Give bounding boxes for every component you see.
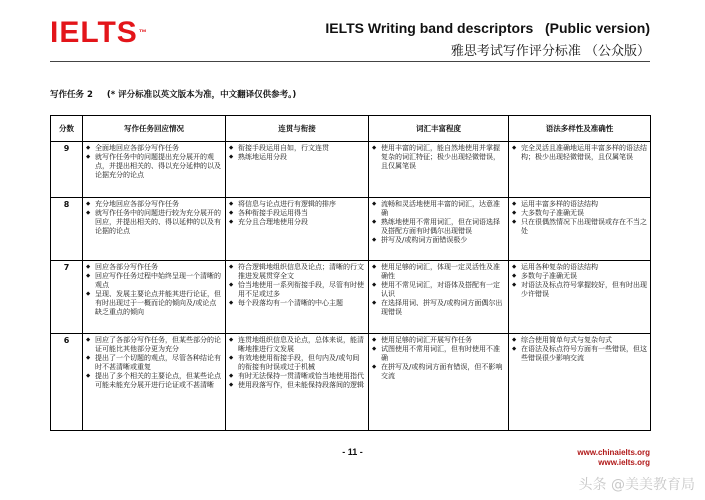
descriptor-item: ◆ 使用足够的词汇开展写作任务 <box>372 336 505 345</box>
grammar-cell <box>509 198 651 261</box>
descriptor-item: ◆ 就写作任务中的问题进行较为充分展开的回应，并提出相关的、得以延伸的以及有论据的论点 <box>86 209 222 236</box>
descriptor-item: ◆ 流畅和灵活地使用丰富的词汇，达意准确 <box>372 200 505 218</box>
descriptor-item: ◆ 全面地回应各部分写作任务 <box>86 144 222 153</box>
descriptor-list <box>512 144 647 162</box>
descriptor-list <box>372 144 505 171</box>
descriptor-list <box>229 144 365 162</box>
descriptor-list <box>86 144 222 180</box>
grammar-cell <box>509 142 651 198</box>
descriptor-item: ◆ 使用不常见词汇，对语体及搭配有一定认识 <box>372 281 505 299</box>
descriptor-item: ◆ 多数句子准确无误 <box>512 272 647 281</box>
descriptor-list <box>229 263 365 308</box>
trademark-symbol: ™ <box>138 28 147 37</box>
site-ielts: www.ielts.org <box>598 458 650 468</box>
footer-websites <box>577 448 650 469</box>
descriptor-item: ◆ 使用丰富的词汇，能自然地使用并掌握复杂的词汇特征；极少出现轻微错误，且仅属笔误 <box>372 144 505 171</box>
grammar-cell <box>509 334 651 431</box>
descriptor-item: ◆ 试图使用不常用词汇，但有时使用不准确 <box>372 345 505 363</box>
translation-note: (* 评分标准以英文版本为准，中文翻译仅供参考。) <box>106 90 297 100</box>
descriptor-item: ◆ 衔接手段运用自如，行文连贯 <box>229 144 365 153</box>
band-descriptors-table <box>50 115 651 431</box>
logo-text: IELTS <box>50 16 138 49</box>
document-title-en: IELTS Writing band descriptors (Public version) <box>325 20 650 36</box>
descriptor-list <box>86 263 222 318</box>
coherence-cell <box>226 142 369 198</box>
task-response-cell <box>83 142 226 198</box>
table-row <box>51 261 651 334</box>
coherence-cell <box>226 261 369 334</box>
band-score: 7 <box>51 261 83 334</box>
descriptor-list <box>86 336 222 391</box>
descriptor-item: ◆ 将信息与论点进行有逻辑的排序 <box>229 200 365 209</box>
descriptor-item: ◆ 熟练地运用分段 <box>229 153 365 162</box>
descriptor-list <box>86 200 222 236</box>
descriptor-list <box>372 263 505 318</box>
descriptor-item: ◆ 恰当地使用一系列衔接手段，尽管有时使用不足或过多 <box>229 281 365 299</box>
descriptor-item: ◆ 在拼写及/或构词方面有错误，但不影响交流 <box>372 363 505 381</box>
table-row <box>51 198 651 261</box>
grammar-cell <box>509 261 651 334</box>
descriptor-item: ◆ 充分且合理地使用分段 <box>229 218 365 227</box>
table-row <box>51 142 651 198</box>
descriptor-item: ◆ 完全灵活且准确地运用丰富多样的语法结构；极少出现轻微错误，且仅属笔误 <box>512 144 647 162</box>
descriptor-list <box>229 200 365 227</box>
descriptor-item: ◆ 有效地使用衔接手段，但句内及/或句间的衔接有时误或过于机械 <box>229 354 365 372</box>
descriptor-item: ◆ 呈现、发展主要论点并能其进行论证，但有时出现过于一概而论的倾向及/或论点缺乏重点的倾向 <box>86 290 222 317</box>
descriptor-list <box>512 263 647 299</box>
header-coherence: 连贯与衔接 <box>226 116 369 142</box>
task-response-cell <box>83 198 226 261</box>
descriptor-item: ◆ 大多数句子准确无误 <box>512 209 647 218</box>
task-response-cell <box>83 261 226 334</box>
band-score: 6 <box>51 334 83 431</box>
descriptor-item: ◆ 回应了各部分写作任务，但某些部分的论证可能比其他部分更为充分 <box>86 336 222 354</box>
lexical-cell <box>369 198 509 261</box>
descriptor-item: ◆ 只在很偶然情况下出现错误或存在不当之处 <box>512 218 647 236</box>
descriptor-item: ◆ 连贯地组织信息及论点，总体来说，能清晰地推进行文发展 <box>229 336 365 354</box>
descriptor-item: ◆ 各种衔接手段运用得当 <box>229 209 365 218</box>
band-score: 9 <box>51 142 83 198</box>
task-response-cell <box>83 334 226 431</box>
page-number: - 11 - <box>342 447 363 457</box>
descriptor-item: ◆ 综合使用简单句式与复杂句式 <box>512 336 647 345</box>
site-chinaielts: www.chinaielts.org <box>577 448 650 457</box>
band-score: 8 <box>51 198 83 261</box>
lexical-cell <box>369 142 509 198</box>
descriptor-item: ◆ 符合逻辑地组织信息及论点；清晰的行文推进发展贯穿全文 <box>229 263 365 281</box>
coherence-cell <box>226 334 369 431</box>
table-header-row <box>51 116 651 142</box>
descriptor-item: ◆ 每个段落均有一个清晰的中心主题 <box>229 299 365 308</box>
descriptor-list <box>512 200 647 236</box>
descriptor-item: ◆ 在语法及标点符号方面有一些错误，但这些错误很少影响交流 <box>512 345 647 363</box>
header-band: 分数 <box>51 116 83 142</box>
task-label: 写作任务 2 <box>50 90 93 100</box>
descriptor-item: ◆ 回应写作任务过程中始终呈现一个清晰的观点 <box>86 272 222 290</box>
descriptor-item: ◆ 对语法及标点符号掌握较好，但有时出现少许错误 <box>512 281 647 299</box>
descriptor-item: ◆ 充分地回应各部分写作任务 <box>86 200 222 209</box>
descriptor-item: ◆ 熟练地使用不常用词汇，但在词语选择及搭配方面有时偶尔出现错误 <box>372 218 505 236</box>
lexical-cell <box>369 334 509 431</box>
descriptor-item: ◆ 在选择用词、拼写及/或构词方面偶尔出现错误 <box>372 299 505 317</box>
descriptor-list <box>512 336 647 363</box>
watermark: 头条 @美美教育局 <box>578 477 695 493</box>
descriptor-item: ◆ 运用各种复杂的语法结构 <box>512 263 647 272</box>
descriptor-item: ◆ 提出了一个切题的观点，尽管各种结论有时不甚清晰或重复 <box>86 354 222 372</box>
descriptor-item: ◆ 使用足够的词汇，体现一定灵活性及准确性 <box>372 263 505 281</box>
descriptor-item: ◆ 运用丰富多样的语法结构 <box>512 200 647 209</box>
descriptor-item: ◆ 提出了多个相关的主要论点，但某些论点可能未能充分展开进行论证或不甚清晰 <box>86 372 222 390</box>
descriptor-item: ◆ 拼写及/或构词方面错误极少 <box>372 236 505 245</box>
coherence-cell <box>226 198 369 261</box>
descriptor-list <box>229 336 365 391</box>
descriptor-item: ◆ 使用段落写作，但未能保持段落间的逻辑 <box>229 381 365 390</box>
descriptor-item: ◆ 有时无法保持一贯清晰或恰当地使用指代 <box>229 372 365 381</box>
header-grammar: 语法多样性及准确性 <box>509 116 651 142</box>
header-divider <box>50 61 650 62</box>
header-lexical: 词汇丰富程度 <box>369 116 509 142</box>
descriptor-list <box>372 200 505 245</box>
descriptor-item: ◆ 回应各部分写作任务 <box>86 263 222 272</box>
descriptor-list <box>372 336 505 381</box>
header-task-response: 写作任务回应情况 <box>83 116 226 142</box>
lexical-cell <box>369 261 509 334</box>
table-row <box>51 334 651 431</box>
ielts-logo <box>50 18 147 48</box>
document-title-zh: 雅思考试写作评分标准 （公众版） <box>450 44 650 59</box>
task-heading <box>50 88 296 100</box>
descriptor-item: ◆ 就写作任务中的问题提出充分展开的观点，并提出相关的、得以充分延伸的以及论据充分的论点 <box>86 153 222 180</box>
